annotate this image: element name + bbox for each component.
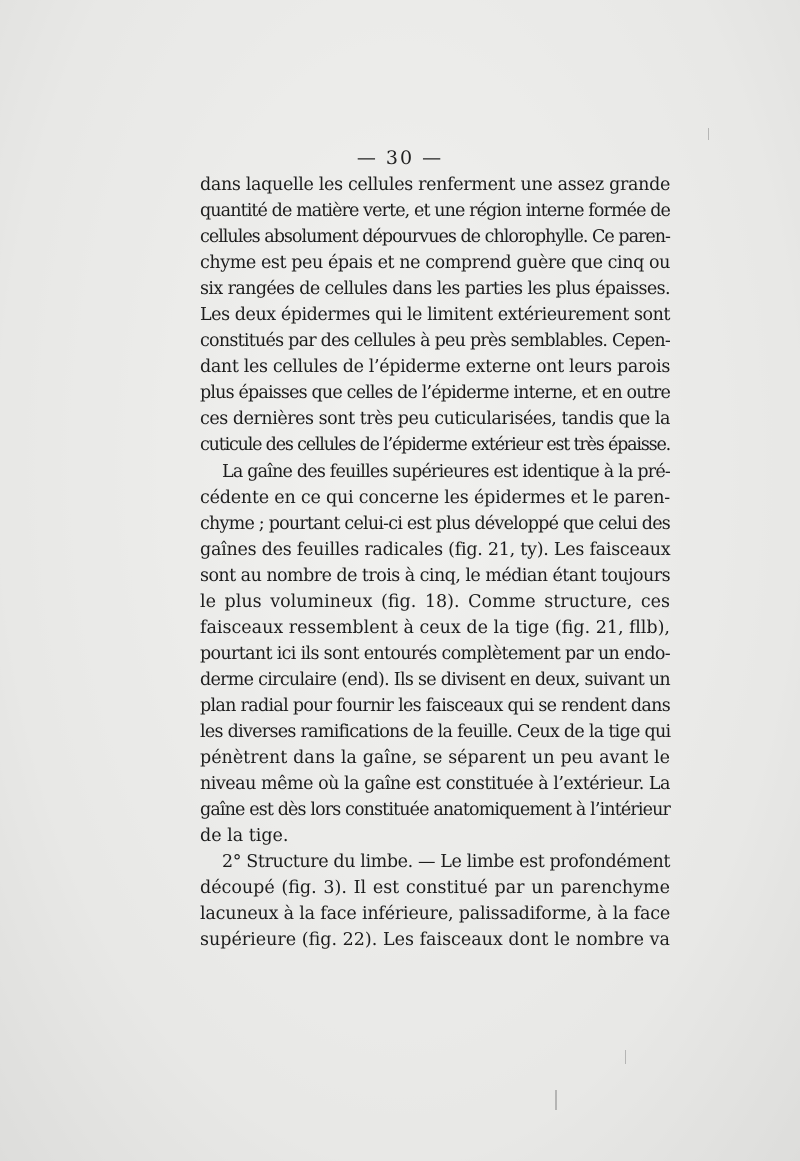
text-line: de la tige. bbox=[200, 826, 289, 847]
text-line: gaînes des feuilles radicales (fig. 21, ty). Les faisceaux bbox=[200, 539, 671, 560]
body-text bbox=[200, 172, 670, 953]
text-line: dans laquelle les cellules renferment une assez grande bbox=[200, 175, 670, 195]
text-line: chyme ; pourtant celui-ci est plus développé que celui des bbox=[200, 513, 670, 534]
scan-speck bbox=[625, 1050, 626, 1064]
text-line: pénètrent dans la gaîne, se séparent un peu avant le bbox=[200, 748, 670, 769]
text-line: chyme est peu épais et ne comprend guère que cinq ou bbox=[200, 253, 670, 274]
text-line: La gaîne des feuilles supérieures est identique à la pré- bbox=[222, 461, 670, 482]
text-line: cuticule des cellules de l’épiderme extérieur est très épaisse. bbox=[200, 435, 671, 456]
text-line: supérieure (fig. 22). Les faisceaux dont le nombre va bbox=[200, 930, 670, 951]
text-line: le plus volumineux (fig. 18). Comme structure, ces bbox=[200, 591, 670, 612]
text-line: faisceaux ressemblent à ceux de la tige (fig. 21, fllb), bbox=[200, 617, 670, 638]
text-line: six rangées de cellules dans les parties les plus épaisses. bbox=[200, 279, 671, 300]
text-line: quantité de matière verte, et une région interne formée de bbox=[200, 201, 670, 222]
text-line: Les deux épidermes qui le limitent extérieurement sont bbox=[200, 305, 671, 326]
text-line: 2° Structure du limbe. — Le limbe est profondément bbox=[222, 852, 670, 873]
text-line: lacuneux à la face inférieure, palissadiforme, à la face bbox=[200, 904, 671, 925]
text-line: dant les cellules de l’épiderme externe ont leurs parois bbox=[200, 357, 670, 378]
text-line: derme circulaire (end). Ils se divisent en deux, suivant un bbox=[200, 669, 670, 690]
scan-speck bbox=[555, 1090, 557, 1110]
text-line: gaîne est dès lors constituée anatomiquement à l’intérieur bbox=[200, 800, 670, 821]
text-line: découpé (fig. 3). Il est constitué par un parenchyme bbox=[200, 878, 670, 899]
text-line: plus épaisses que celles de l’épiderme interne, et en outre bbox=[200, 383, 670, 404]
text-line: sont au nombre de trois à cinq, le médian étant toujours bbox=[200, 565, 671, 586]
text-line: cédente en ce qui concerne les épidermes et le paren- bbox=[200, 487, 671, 508]
text-line: ces dernières sont très peu cuticularisées, tandis que la bbox=[200, 409, 670, 430]
scan-speck bbox=[708, 128, 709, 140]
text-line: niveau même où la gaîne est constituée à l’extérieur. La bbox=[200, 774, 671, 795]
page-number: — 30 — bbox=[356, 147, 444, 169]
text-line: cellules absolument dépourvues de chlorophylle. Ce paren- bbox=[200, 227, 670, 248]
text-line: pourtant ici ils sont entourés complètement par un endo- bbox=[200, 643, 671, 664]
text-line: constitués par des cellules à peu près semblables. Cepen- bbox=[200, 331, 670, 352]
text-line: plan radial pour fournir les faisceaux qui se rendent dans bbox=[200, 695, 670, 716]
text-line: les diverses ramifications de la feuille. Ceux de la tige qui bbox=[200, 721, 671, 742]
